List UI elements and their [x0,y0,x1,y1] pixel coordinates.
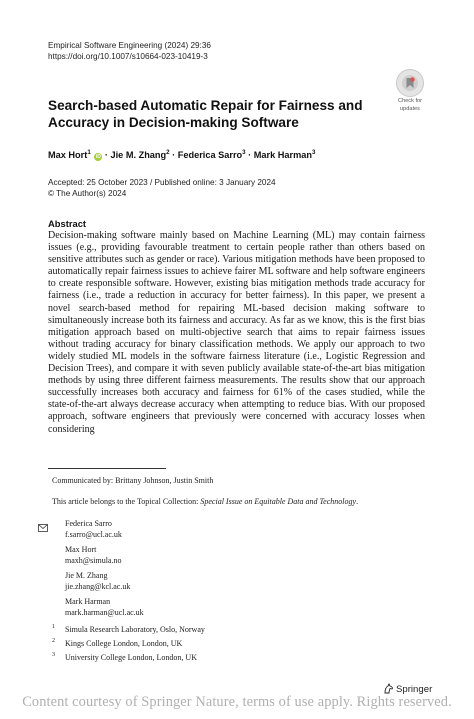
affiliation-number: 2 [52,638,55,644]
affiliation-text: Simula Research Laboratory, Oslo, Norway [65,625,205,634]
publication-dates [48,177,276,199]
contact-entry [52,544,352,566]
affiliation-text: University College London, London, UK [65,653,197,662]
contact-email[interactable]: mark.harman@ucl.ac.uk [65,608,144,617]
abstract-heading: Abstract [48,218,87,229]
contact-entry [52,570,352,592]
collection-name: Special Issue on Equitable Data and Technology [200,497,357,506]
affiliation-number: 3 [52,652,55,658]
copyright-notice: © The Author(s) 2024 [48,189,127,198]
affiliation-item [52,624,205,635]
author-list: Max Hort$^1$ iD · Jie M. Zhang$^2$ · Federica Sarro$^3$ · Mark Harman$^3$ [48,149,316,161]
abstract-text: Decision-making software mainly based on Machine Learning (ML) may contain fairness issues (e.g., providing favourable treatment to certain people rather than others based on sensitive attributes such as gender or race). Various mitigation methods have been proposed to automatically repair fairness issues to achieve fairer ML software and help software engineers to create responsible software. However, existing bias mitigation methods trade accuracy for fairness (i.e., trade a reduction in accuracy for better fairness). In this paper, we present a novel search-based method for repairing ML-based decision making software to simultaneously increase both its fairness and accuracy. As far as we know, this is the first bias mitigation approach based on multi-objective search that aims to repair fairness issues without trading accuracy for binary classification methods. We apply our approach to two widely studied ML models in the software fairness literature (i.e., Logistic Regression and Decision Trees), and compare it with seven publicly available state-of-the-art bias mitigation methods by using three different fairness measurements. The results show that our approach successfully increases both accuracy and fairness for 61% of the cases studied, while the state-of-the-art always decrease accuracy when attempting to reduce bias. With our proposed approach, software engineers that previously were concerned with accuracy losses when considering [48,230,425,435]
check-for-updates-badge[interactable] [394,69,426,112]
springer-horse-icon [383,683,394,694]
affiliation-list [52,624,205,666]
contact-entry [52,596,352,618]
author-affiliation-mark: 2 [166,149,170,156]
contact-email[interactable]: f.sarro@ucl.ac.uk [65,530,122,539]
doi-link[interactable]: https://doi.org/10.1007/s10664-023-10419-3 [48,52,208,61]
corresponding-contacts [52,518,352,622]
courtesy-watermark: Content courtesy of Springer Nature, terms of use apply. Rights reserved. [22,694,452,710]
contact-name: Federica Sarro [65,519,112,528]
affiliation-item [52,652,205,663]
paper-title: Search-based Automatic Repair for Fairness and Accuracy in Decision-making Software [48,98,363,130]
author-name[interactable]: Federica Sarro [177,150,243,161]
footnote-divider [48,468,166,469]
contact-name: Jie M. Zhang [65,571,108,580]
badge-label-2: updates [400,105,420,112]
journal-header [48,40,211,62]
communicated-by: Communicated by: Brittany Johnson, Justin Smith [52,476,214,485]
collection-prefix: This article belongs to the Topical Collection: [52,497,201,506]
affiliation-number: 1 [52,624,55,630]
contact-entry [52,518,352,540]
affiliation-item [52,638,205,649]
collection-suffix: . [356,497,359,506]
author-affiliation-mark: 3 [311,149,316,156]
contact-email[interactable]: jie.zhang@kcl.ac.uk [65,582,131,591]
author-name[interactable]: Jie M. Zhang [110,150,167,161]
author-affiliation-mark: 1 [87,149,91,156]
accepted-published-date: Accepted: 25 October 2023 / Published online: 3 January 2024 [48,178,276,187]
contact-email[interactable]: maxh@simula.no [65,556,122,565]
affiliation-text: Kings College London, London, UK [65,639,183,648]
contact-name: Max Hort [65,545,97,554]
author-affiliation-mark: 3 [242,149,246,156]
topical-collection [52,496,358,507]
orcid-icon[interactable]: iD [95,154,101,161]
author-name[interactable]: Max Hort [48,150,88,161]
badge-label-1: Check for [398,98,422,104]
bookmark-icon [396,69,424,97]
author-name[interactable]: Mark Harman [253,150,312,161]
journal-citation: Empirical Software Engineering (2024) 29:36 [48,41,211,50]
mail-icon [38,519,48,537]
publisher-name: Springer [396,684,433,695]
contact-name: Mark Harman [65,597,111,606]
